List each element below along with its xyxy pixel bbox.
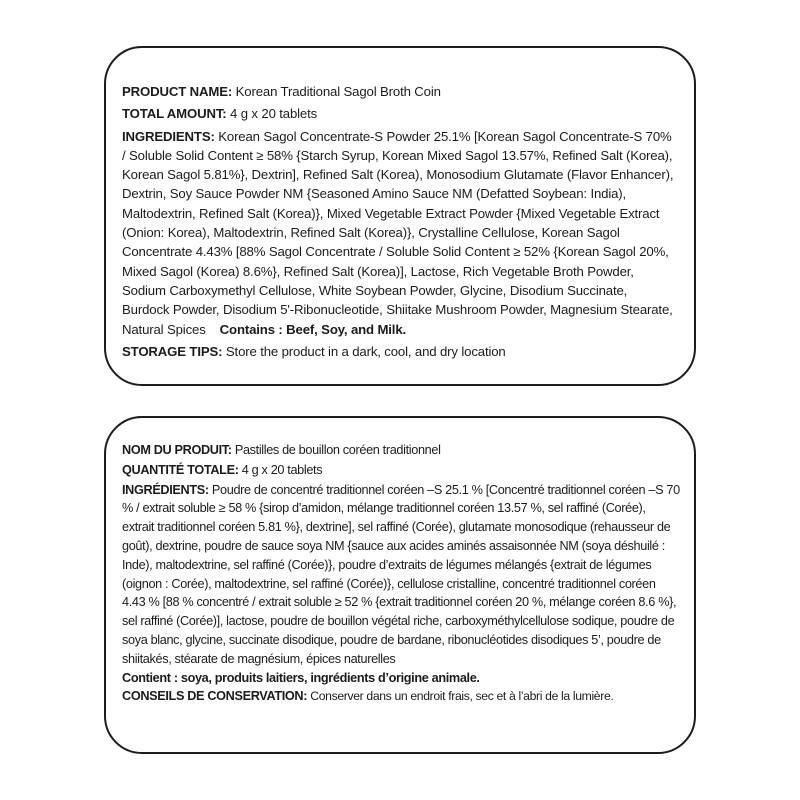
nom-du-produit-label: NOM DU PRODUIT: <box>122 443 232 457</box>
allergen-contains: Contains : Beef, Soy, and Milk. <box>219 321 407 337</box>
storage-tips-row <box>122 342 676 361</box>
ingredients-label: INGREDIENTS: <box>122 128 215 144</box>
total-amount-label: TOTAL AMOUNT: <box>122 106 227 122</box>
english-label-panel <box>104 46 696 386</box>
total-amount-row <box>122 104 676 123</box>
product-name-label: PRODUCT NAME: <box>122 84 233 99</box>
product-name-row <box>122 82 676 101</box>
storage-tips-value: Store the product in a dark, cool, and dry location <box>225 343 506 359</box>
conseils-label: CONSEILS DE CONSERVATION: <box>122 689 308 704</box>
conseils-row <box>122 687 680 706</box>
storage-tips-label: STORAGE TIPS: <box>122 343 223 359</box>
french-label-panel <box>104 416 696 754</box>
quantite-totale-row <box>122 461 680 480</box>
ingredients-value: Korean Sagol Concentrate-S Powder 25.1% [Korean Sagol Concentrate-S 70% / Soluble Solid Content ≥ 58% {Starch Syrup, Korean Mixed Sagol 13.57%, Refined Salt (Korea), Korean Sagol 5.81%}, Dextrin], Refined Salt (Korea), Monosodium Glutamate (Flavor Enhancer), Dextrin, Soy Sauce Powder NM {Seasoned Amino Sauce NM (Defatted Soybean: India), Maltodextrin, Refined Salt (Korea)}, Mixed Vegetable Extract Powder {Mixed Vegetable Extract (Onion: Korea), Maltodextrin, Refined Salt (Korea)}, Crystalline Cellulose, Korean Sagol Concentrate 4.43% [88% Sagol Concentrate / Soluble Solid Content ≥ 52% {Korean Sagol 20%, Mixed Sagol (Korea) 8.6%}, Refined Salt (Korea)], Lactose, Rich Vegetable Broth Powder, Sodium Carboxymethyl Cellulose, White Soybean Powder, Glycine, Disodium Succinate, Burdock Powder, Disodium 5'-Ribonucleotide, Shiitake Mushroom Powder, Magnesium Stearate, Natural Spices <box>122 128 674 337</box>
ingredients-row <box>122 127 676 339</box>
allergen-contient-row <box>122 669 680 688</box>
product-name-value: Korean Traditional Sagol Broth Coin <box>235 84 441 99</box>
conseils-value: Conserver dans un endroit frais, sec et à l’abri de la lumière. <box>310 689 614 704</box>
quantite-totale-value: 4 g x 20 tablets <box>241 462 323 477</box>
ingredients-fr-label: INGRÉDIENTS: <box>122 482 209 497</box>
nom-du-produit-row <box>122 441 680 460</box>
total-amount-value: 4 g x 20 tablets <box>230 106 318 122</box>
ingredients-fr-row <box>122 481 680 669</box>
nom-du-produit-value: Pastilles de bouillon coréen traditionnel <box>234 443 441 457</box>
ingredients-fr-value: Poudre de concentré traditionnel coréen –S 25.1 % [Concentré traditionnel coréen –S 70 % / extrait soluble ≥ 58 % {sirop d’amidon, mélange traditionnel coréen 13.57 %, sel raffiné (Corée), extrait traditionnel coréen 5.81 %}, dextrine], sel raffiné (Corée), glutamate monosodique (rehausseur de goût), dextrine, poudre de sauce soya NM {sauce aux acides aminés assaisonnée NM (soya déshuilé : Inde), maltodextrine, sel raffiné (Corée)}, poudre d’extraits de légumes mélangés {extrait de légumes (oignon : Corée), maltodextrine, sel raffiné (Corée)}, cellulose cristalline, concentré traditionnel coréen 4.43 % [88 % concentré / extrait soluble ≥ 52 % {extrait traditionnel coréen 20 %, mélange coréen 8.6 %}, sel raffiné (Corée)], lactose, poudre de bouillon végétal riche, carboxyméthylcellulose sodique, poudre de soya blanc, glycine, succinate disodique, poudre de bardane, ribonucléotides disodiques 5’, poudre de shiitakés, stéarate de magnésium, épices naturelles <box>122 482 680 666</box>
quantite-totale-label: QUANTITÉ TOTALE: <box>122 462 239 477</box>
allergen-contient: Contient : soya, produits laitiers, ingrédients d’origine animale. <box>122 670 480 685</box>
